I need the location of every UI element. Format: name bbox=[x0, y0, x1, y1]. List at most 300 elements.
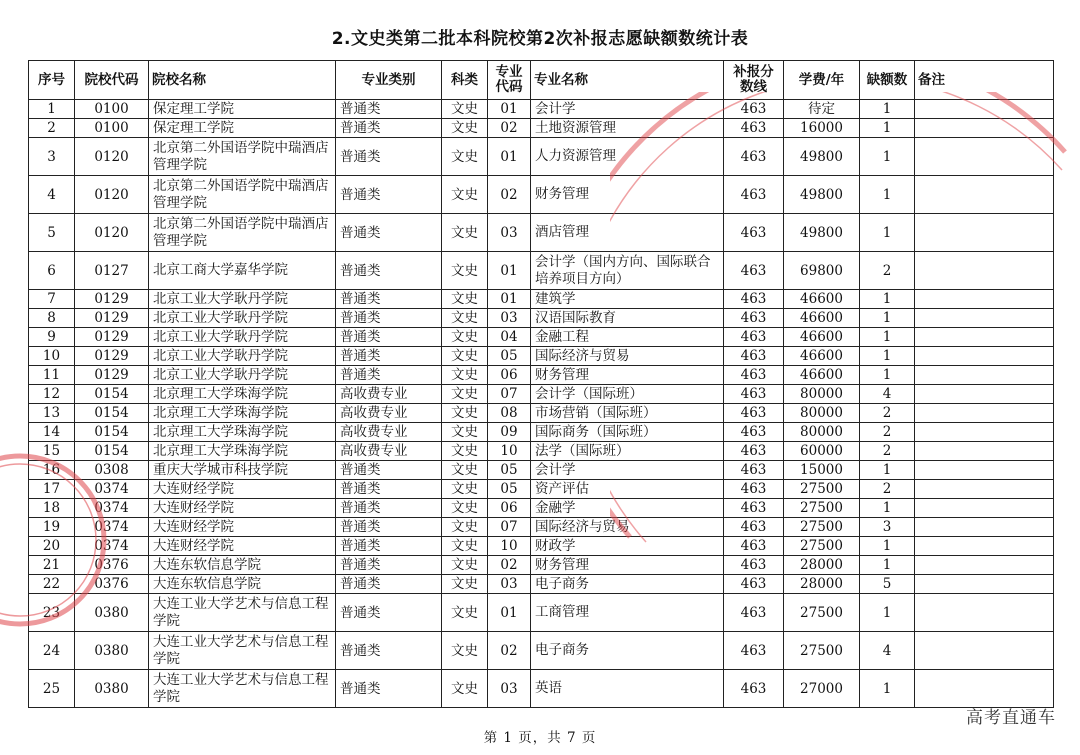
cell-major-code: 01 bbox=[488, 100, 531, 119]
cell-subject: 文史 bbox=[442, 556, 488, 575]
cell-subject: 文史 bbox=[442, 670, 488, 708]
cell-school-name: 北京工业大学耿丹学院 bbox=[149, 366, 336, 385]
cell-category: 普通类 bbox=[336, 480, 442, 499]
cell-subject: 文史 bbox=[442, 442, 488, 461]
cell-note bbox=[915, 100, 1054, 119]
table-row bbox=[29, 214, 1054, 252]
cell-vacancy: 1 bbox=[860, 499, 915, 518]
cell-cutoff: 463 bbox=[724, 385, 784, 404]
cell-major-name: 财务管理 bbox=[531, 366, 724, 385]
cell-tuition: 27500 bbox=[784, 594, 860, 632]
cell-school-name: 北京理工大学珠海学院 bbox=[149, 423, 336, 442]
cell-major-name: 电子商务 bbox=[531, 632, 724, 670]
cell-school-code: 0376 bbox=[75, 556, 149, 575]
cell-school-name: 大连财经学院 bbox=[149, 537, 336, 556]
cell-major-code: 04 bbox=[488, 328, 531, 347]
cell-major-name: 财政学 bbox=[531, 537, 724, 556]
cell-vacancy: 1 bbox=[860, 214, 915, 252]
table-row bbox=[29, 309, 1054, 328]
table-row bbox=[29, 442, 1054, 461]
cell-category: 普通类 bbox=[336, 537, 442, 556]
cell-school-code: 0120 bbox=[75, 176, 149, 214]
cell-subject: 文史 bbox=[442, 138, 488, 176]
cell-school-name: 大连财经学院 bbox=[149, 499, 336, 518]
header-note: 备注 bbox=[915, 61, 1054, 100]
cell-seq: 19 bbox=[29, 518, 75, 537]
cell-cutoff: 463 bbox=[724, 480, 784, 499]
cell-major-code: 01 bbox=[488, 594, 531, 632]
cell-subject: 文史 bbox=[442, 119, 488, 138]
table-row bbox=[29, 461, 1054, 480]
cell-school-name: 北京工业大学耿丹学院 bbox=[149, 309, 336, 328]
table-row bbox=[29, 347, 1054, 366]
header-major-name: 专业名称 bbox=[531, 61, 724, 100]
page-footer: 第 1 页，共 7 页 bbox=[483, 730, 597, 746]
cell-note bbox=[915, 575, 1054, 594]
header-seq: 序号 bbox=[29, 61, 75, 100]
table-row bbox=[29, 537, 1054, 556]
table-row bbox=[29, 575, 1054, 594]
cell-category: 普通类 bbox=[336, 328, 442, 347]
cell-school-name: 北京理工大学珠海学院 bbox=[149, 385, 336, 404]
cell-school-code: 0154 bbox=[75, 385, 149, 404]
cell-vacancy: 1 bbox=[860, 119, 915, 138]
cell-subject: 文史 bbox=[442, 214, 488, 252]
cell-school-name: 大连东软信息学院 bbox=[149, 556, 336, 575]
cell-note bbox=[915, 347, 1054, 366]
cell-category: 高收费专业 bbox=[336, 423, 442, 442]
cell-cutoff: 463 bbox=[724, 594, 784, 632]
cell-school-code: 0374 bbox=[75, 537, 149, 556]
cell-major-name: 国际经济与贸易 bbox=[531, 347, 724, 366]
cell-major-code: 02 bbox=[488, 632, 531, 670]
table-row bbox=[29, 385, 1054, 404]
cell-seq: 13 bbox=[29, 404, 75, 423]
cell-tuition: 46600 bbox=[784, 347, 860, 366]
cell-cutoff: 463 bbox=[724, 328, 784, 347]
cell-major-code: 06 bbox=[488, 366, 531, 385]
cell-major-name: 会计学 bbox=[531, 100, 724, 119]
cell-tuition: 27500 bbox=[784, 480, 860, 499]
cell-school-name: 重庆大学城市科技学院 bbox=[149, 461, 336, 480]
table-row bbox=[29, 423, 1054, 442]
cell-vacancy: 1 bbox=[860, 594, 915, 632]
cell-note bbox=[915, 119, 1054, 138]
cell-subject: 文史 bbox=[442, 347, 488, 366]
cell-major-code: 05 bbox=[488, 347, 531, 366]
cell-school-name: 北京第二外国语学院中瑞酒店管理学院 bbox=[149, 176, 336, 214]
cell-vacancy: 2 bbox=[860, 480, 915, 499]
cell-major-code: 02 bbox=[488, 556, 531, 575]
cell-major-name: 人力资源管理 bbox=[531, 138, 724, 176]
page-title: 2.文史类第二批本科院校第2次补报志愿缺额数统计表 bbox=[331, 29, 749, 49]
cell-vacancy: 1 bbox=[860, 176, 915, 214]
header-tuition: 学费/年 bbox=[784, 61, 860, 100]
cell-seq: 20 bbox=[29, 537, 75, 556]
table-row bbox=[29, 518, 1054, 537]
cell-school-name: 保定理工学院 bbox=[149, 100, 336, 119]
cell-school-code: 0154 bbox=[75, 404, 149, 423]
cell-vacancy: 1 bbox=[860, 347, 915, 366]
header-cutoff: 补报分数线 bbox=[724, 61, 784, 100]
vacancy-table bbox=[28, 60, 1054, 708]
cell-subject: 文史 bbox=[442, 252, 488, 290]
cell-category: 高收费专业 bbox=[336, 442, 442, 461]
cell-category: 普通类 bbox=[336, 119, 442, 138]
cell-tuition: 49800 bbox=[784, 176, 860, 214]
cell-vacancy: 1 bbox=[860, 328, 915, 347]
cell-seq: 25 bbox=[29, 670, 75, 708]
cell-cutoff: 463 bbox=[724, 404, 784, 423]
cell-note bbox=[915, 176, 1054, 214]
table-header-row bbox=[29, 61, 1054, 100]
cell-tuition: 46600 bbox=[784, 309, 860, 328]
cell-note bbox=[915, 537, 1054, 556]
cell-seq: 7 bbox=[29, 290, 75, 309]
cell-major-code: 03 bbox=[488, 670, 531, 708]
cell-note bbox=[915, 404, 1054, 423]
cell-category: 普通类 bbox=[336, 670, 442, 708]
cell-vacancy: 1 bbox=[860, 670, 915, 708]
cell-cutoff: 463 bbox=[724, 214, 784, 252]
cell-tuition: 15000 bbox=[784, 461, 860, 480]
cell-note bbox=[915, 670, 1054, 708]
cell-vacancy: 2 bbox=[860, 442, 915, 461]
cell-category: 普通类 bbox=[336, 309, 442, 328]
cell-school-name: 北京理工大学珠海学院 bbox=[149, 442, 336, 461]
cell-major-name: 法学（国际班） bbox=[531, 442, 724, 461]
cell-major-name: 会计学 bbox=[531, 461, 724, 480]
cell-vacancy: 4 bbox=[860, 385, 915, 404]
cell-major-code: 05 bbox=[488, 461, 531, 480]
cell-school-name: 大连工业大学艺术与信息工程学院 bbox=[149, 670, 336, 708]
cell-major-name: 工商管理 bbox=[531, 594, 724, 632]
cell-school-name: 大连工业大学艺术与信息工程学院 bbox=[149, 594, 336, 632]
cell-note bbox=[915, 366, 1054, 385]
cell-major-name: 国际商务（国际班） bbox=[531, 423, 724, 442]
cell-school-code: 0120 bbox=[75, 138, 149, 176]
cell-tuition: 28000 bbox=[784, 556, 860, 575]
cell-subject: 文史 bbox=[442, 480, 488, 499]
cell-cutoff: 463 bbox=[724, 461, 784, 480]
cell-cutoff: 463 bbox=[724, 442, 784, 461]
table-row bbox=[29, 176, 1054, 214]
table-row bbox=[29, 138, 1054, 176]
cell-seq: 17 bbox=[29, 480, 75, 499]
cell-school-code: 0374 bbox=[75, 518, 149, 537]
header-school-code: 院校代码 bbox=[75, 61, 149, 100]
cell-seq: 24 bbox=[29, 632, 75, 670]
cell-school-code: 0374 bbox=[75, 499, 149, 518]
cell-subject: 文史 bbox=[442, 461, 488, 480]
cell-major-code: 01 bbox=[488, 252, 531, 290]
cell-school-code: 0154 bbox=[75, 442, 149, 461]
cell-school-code: 0100 bbox=[75, 100, 149, 119]
cell-tuition: 69800 bbox=[784, 252, 860, 290]
cell-vacancy: 1 bbox=[860, 290, 915, 309]
cell-school-code: 0376 bbox=[75, 575, 149, 594]
cell-tuition: 49800 bbox=[784, 214, 860, 252]
cell-major-name: 金融工程 bbox=[531, 328, 724, 347]
table-row bbox=[29, 556, 1054, 575]
header-major-code: 专业代码 bbox=[488, 61, 531, 100]
cell-seq: 11 bbox=[29, 366, 75, 385]
cell-major-code: 10 bbox=[488, 442, 531, 461]
cell-school-code: 0129 bbox=[75, 309, 149, 328]
cell-vacancy: 2 bbox=[860, 404, 915, 423]
cell-subject: 文史 bbox=[442, 366, 488, 385]
cell-note bbox=[915, 518, 1054, 537]
cell-vacancy: 1 bbox=[860, 138, 915, 176]
cell-cutoff: 463 bbox=[724, 138, 784, 176]
table-row bbox=[29, 480, 1054, 499]
table-row bbox=[29, 499, 1054, 518]
cell-cutoff: 463 bbox=[724, 366, 784, 385]
cell-major-code: 01 bbox=[488, 138, 531, 176]
cell-seq: 8 bbox=[29, 309, 75, 328]
cell-category: 普通类 bbox=[336, 499, 442, 518]
cell-school-name: 北京工业大学耿丹学院 bbox=[149, 290, 336, 309]
cell-school-name: 大连东软信息学院 bbox=[149, 575, 336, 594]
cell-seq: 4 bbox=[29, 176, 75, 214]
cell-school-code: 0129 bbox=[75, 328, 149, 347]
table-row bbox=[29, 594, 1054, 632]
cell-major-name: 资产评估 bbox=[531, 480, 724, 499]
cell-major-name: 建筑学 bbox=[531, 290, 724, 309]
cell-vacancy: 1 bbox=[860, 537, 915, 556]
cell-cutoff: 463 bbox=[724, 537, 784, 556]
cell-seq: 12 bbox=[29, 385, 75, 404]
cell-vacancy: 1 bbox=[860, 366, 915, 385]
cell-category: 普通类 bbox=[336, 366, 442, 385]
cell-vacancy: 4 bbox=[860, 632, 915, 670]
cell-major-name: 酒店管理 bbox=[531, 214, 724, 252]
cell-vacancy: 2 bbox=[860, 252, 915, 290]
cell-school-code: 0120 bbox=[75, 214, 149, 252]
cell-cutoff: 463 bbox=[724, 632, 784, 670]
cell-seq: 23 bbox=[29, 594, 75, 632]
cell-school-code: 0380 bbox=[75, 670, 149, 708]
cell-note bbox=[915, 309, 1054, 328]
cell-seq: 1 bbox=[29, 100, 75, 119]
cell-note bbox=[915, 442, 1054, 461]
cell-tuition: 27500 bbox=[784, 518, 860, 537]
cell-school-name: 北京第二外国语学院中瑞酒店管理学院 bbox=[149, 138, 336, 176]
cell-cutoff: 463 bbox=[724, 347, 784, 366]
cell-seq: 22 bbox=[29, 575, 75, 594]
cell-school-name: 保定理工学院 bbox=[149, 119, 336, 138]
cell-seq: 18 bbox=[29, 499, 75, 518]
cell-major-code: 07 bbox=[488, 385, 531, 404]
cell-subject: 文史 bbox=[442, 385, 488, 404]
cell-subject: 文史 bbox=[442, 575, 488, 594]
cell-cutoff: 463 bbox=[724, 499, 784, 518]
cell-subject: 文史 bbox=[442, 176, 488, 214]
cell-major-name: 会计学（国内方向、国际联合培养项目方向） bbox=[531, 252, 724, 290]
cell-cutoff: 463 bbox=[724, 556, 784, 575]
cell-tuition: 46600 bbox=[784, 328, 860, 347]
cell-tuition: 27500 bbox=[784, 632, 860, 670]
cell-subject: 文史 bbox=[442, 290, 488, 309]
cell-school-code: 0380 bbox=[75, 594, 149, 632]
cell-tuition: 27500 bbox=[784, 499, 860, 518]
cell-subject: 文史 bbox=[442, 309, 488, 328]
cell-vacancy: 2 bbox=[860, 423, 915, 442]
cell-tuition: 28000 bbox=[784, 575, 860, 594]
cell-cutoff: 463 bbox=[724, 309, 784, 328]
table-row bbox=[29, 404, 1054, 423]
cell-note bbox=[915, 214, 1054, 252]
cell-school-name: 大连财经学院 bbox=[149, 480, 336, 499]
cell-tuition: 80000 bbox=[784, 423, 860, 442]
cell-category: 普通类 bbox=[336, 518, 442, 537]
cell-school-name: 大连财经学院 bbox=[149, 518, 336, 537]
cell-note bbox=[915, 423, 1054, 442]
cell-cutoff: 463 bbox=[724, 518, 784, 537]
table-row bbox=[29, 100, 1054, 119]
cell-major-name: 英语 bbox=[531, 670, 724, 708]
cell-note bbox=[915, 385, 1054, 404]
cell-tuition: 16000 bbox=[784, 119, 860, 138]
cell-subject: 文史 bbox=[442, 100, 488, 119]
cell-note bbox=[915, 556, 1054, 575]
cell-category: 普通类 bbox=[336, 290, 442, 309]
header-school-name: 院校名称 bbox=[149, 61, 336, 100]
cell-note bbox=[915, 480, 1054, 499]
cell-category: 普通类 bbox=[336, 100, 442, 119]
cell-major-name: 电子商务 bbox=[531, 575, 724, 594]
cell-cutoff: 463 bbox=[724, 252, 784, 290]
table-row bbox=[29, 670, 1054, 708]
cell-subject: 文史 bbox=[442, 328, 488, 347]
cell-major-code: 02 bbox=[488, 176, 531, 214]
cell-subject: 文史 bbox=[442, 499, 488, 518]
cell-cutoff: 463 bbox=[724, 290, 784, 309]
cell-major-name: 财务管理 bbox=[531, 556, 724, 575]
cell-school-code: 0127 bbox=[75, 252, 149, 290]
cell-category: 普通类 bbox=[336, 594, 442, 632]
cell-category: 普通类 bbox=[336, 214, 442, 252]
cell-major-code: 05 bbox=[488, 480, 531, 499]
cell-major-code: 03 bbox=[488, 309, 531, 328]
cell-major-name: 财务管理 bbox=[531, 176, 724, 214]
cell-note bbox=[915, 632, 1054, 670]
cell-major-name: 市场营销（国际班） bbox=[531, 404, 724, 423]
cell-tuition: 27000 bbox=[784, 670, 860, 708]
cell-school-name: 北京工商大学嘉华学院 bbox=[149, 252, 336, 290]
cell-school-name: 北京工业大学耿丹学院 bbox=[149, 347, 336, 366]
cell-tuition: 60000 bbox=[784, 442, 860, 461]
cell-school-code: 0380 bbox=[75, 632, 149, 670]
cell-category: 高收费专业 bbox=[336, 385, 442, 404]
cell-category: 普通类 bbox=[336, 252, 442, 290]
cell-major-code: 03 bbox=[488, 575, 531, 594]
cell-subject: 文史 bbox=[442, 423, 488, 442]
cell-major-name: 土地资源管理 bbox=[531, 119, 724, 138]
header-vacancy: 缺额数 bbox=[860, 61, 915, 100]
cell-vacancy: 1 bbox=[860, 556, 915, 575]
cell-note bbox=[915, 594, 1054, 632]
cell-note bbox=[915, 252, 1054, 290]
table-row bbox=[29, 328, 1054, 347]
cell-major-name: 国际经济与贸易 bbox=[531, 518, 724, 537]
cell-note bbox=[915, 461, 1054, 480]
cell-tuition: 27500 bbox=[784, 537, 860, 556]
cell-seq: 10 bbox=[29, 347, 75, 366]
cell-seq: 14 bbox=[29, 423, 75, 442]
cell-school-code: 0100 bbox=[75, 119, 149, 138]
cell-vacancy: 1 bbox=[860, 309, 915, 328]
cell-seq: 6 bbox=[29, 252, 75, 290]
cell-major-code: 03 bbox=[488, 214, 531, 252]
cell-cutoff: 463 bbox=[724, 575, 784, 594]
cell-vacancy: 1 bbox=[860, 100, 915, 119]
cell-tuition: 46600 bbox=[784, 290, 860, 309]
cell-cutoff: 463 bbox=[724, 423, 784, 442]
cell-cutoff: 463 bbox=[724, 670, 784, 708]
cell-school-name: 大连工业大学艺术与信息工程学院 bbox=[149, 632, 336, 670]
cell-category: 普通类 bbox=[336, 632, 442, 670]
cell-seq: 16 bbox=[29, 461, 75, 480]
cell-category: 普通类 bbox=[336, 138, 442, 176]
cell-major-name: 汉语国际教育 bbox=[531, 309, 724, 328]
header-subject: 科类 bbox=[442, 61, 488, 100]
cell-seq: 5 bbox=[29, 214, 75, 252]
cell-major-code: 02 bbox=[488, 119, 531, 138]
cell-school-code: 0129 bbox=[75, 366, 149, 385]
cell-seq: 3 bbox=[29, 138, 75, 176]
watermark-text: 高考直通车 bbox=[966, 708, 1056, 728]
cell-note bbox=[915, 499, 1054, 518]
cell-seq: 9 bbox=[29, 328, 75, 347]
cell-major-code: 06 bbox=[488, 499, 531, 518]
cell-major-code: 07 bbox=[488, 518, 531, 537]
cell-seq: 2 bbox=[29, 119, 75, 138]
cell-category: 普通类 bbox=[336, 556, 442, 575]
cell-school-name: 北京工业大学耿丹学院 bbox=[149, 328, 336, 347]
cell-cutoff: 463 bbox=[724, 119, 784, 138]
cell-major-name: 金融学 bbox=[531, 499, 724, 518]
cell-category: 普通类 bbox=[336, 461, 442, 480]
table-row bbox=[29, 290, 1054, 309]
cell-seq: 15 bbox=[29, 442, 75, 461]
table-row bbox=[29, 366, 1054, 385]
cell-school-code: 0374 bbox=[75, 480, 149, 499]
cell-major-code: 09 bbox=[488, 423, 531, 442]
cell-school-code: 0129 bbox=[75, 347, 149, 366]
cell-tuition: 80000 bbox=[784, 404, 860, 423]
cell-school-name: 北京第二外国语学院中瑞酒店管理学院 bbox=[149, 214, 336, 252]
cell-subject: 文史 bbox=[442, 632, 488, 670]
cell-school-code: 0308 bbox=[75, 461, 149, 480]
cell-category: 普通类 bbox=[336, 176, 442, 214]
table-row bbox=[29, 252, 1054, 290]
table-row bbox=[29, 119, 1054, 138]
cell-subject: 文史 bbox=[442, 537, 488, 556]
cell-tuition: 待定 bbox=[784, 100, 860, 119]
cell-major-name: 会计学（国际班） bbox=[531, 385, 724, 404]
cell-category: 高收费专业 bbox=[336, 404, 442, 423]
cell-tuition: 46600 bbox=[784, 366, 860, 385]
cell-subject: 文史 bbox=[442, 518, 488, 537]
cell-cutoff: 463 bbox=[724, 100, 784, 119]
cell-tuition: 80000 bbox=[784, 385, 860, 404]
cell-note bbox=[915, 138, 1054, 176]
cell-school-code: 0154 bbox=[75, 423, 149, 442]
cell-subject: 文史 bbox=[442, 404, 488, 423]
cell-vacancy: 1 bbox=[860, 461, 915, 480]
cell-vacancy: 3 bbox=[860, 518, 915, 537]
